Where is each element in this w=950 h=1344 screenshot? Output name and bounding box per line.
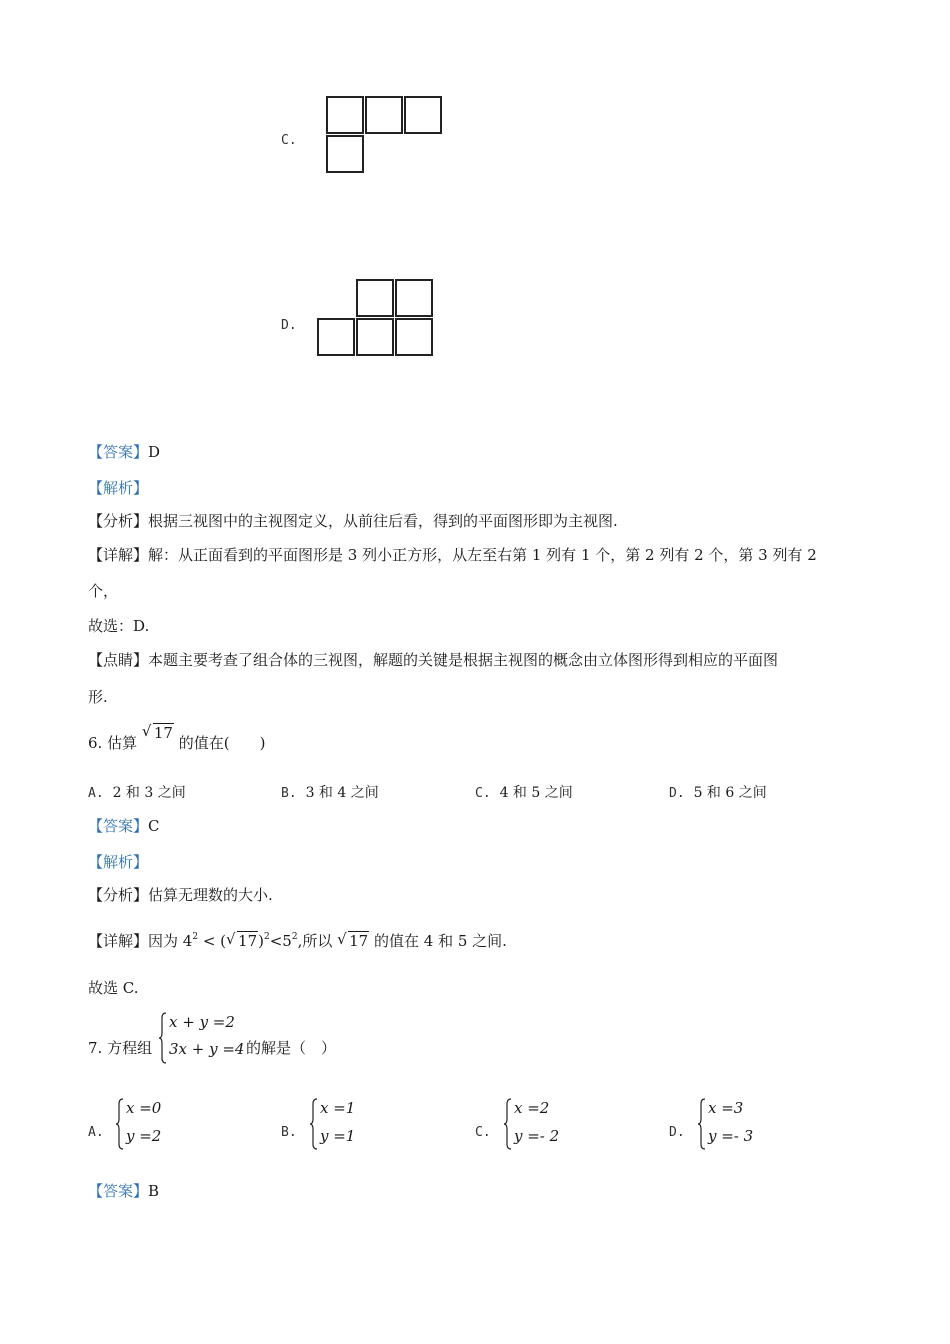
q6-answer [88,816,160,836]
sqrt-17: √ 17 [141,722,173,742]
q5-xiangjie-line1 [88,545,817,565]
option-label: C. [475,786,491,801]
q6-fenxi [88,885,273,905]
square [326,96,364,134]
math-text: < ( [198,932,227,950]
q6-xiangjie [88,931,507,954]
dianjing-text: 本题主要考查了组合体的三视图，解题的关键是根据主视图的概念由立体图形得到相应的平面图 [148,651,779,669]
fenxi-text: 估算无理数的大小. [148,886,273,904]
answer-value: D [148,443,161,461]
q5-answer [88,442,160,462]
q6-option-b[interactable] [281,782,379,802]
sqrt-17: √ 17 [226,930,258,950]
q6-guxuan: 故选 C. [88,979,139,997]
brace-icon [698,1098,706,1150]
exponent: 2 [263,932,270,942]
option-label: D. [669,786,685,801]
q5-analysis-tag: 【解析】 [88,479,149,497]
answer-tag: 【答案】 [88,443,149,461]
figure-option-c [326,96,446,178]
q5-xiangjie-line2: 个， [88,582,119,600]
xiangjie-text: 解：从正面看到的平面图形是 3 列小正方形，从左至右第 1 列有 1 个，第 2 列有 2 个，第 3 列有 2 [148,546,817,564]
q6-option-c[interactable] [475,782,573,802]
answer-tag: 【答案】 [88,1182,149,1200]
option-text: 4 和 5 之间 [499,785,573,801]
option-label: A. [88,1125,104,1140]
option-text: 3 和 4 之间 [305,785,379,801]
q5-fenxi [88,511,618,531]
xiangjie-tag: 【详解】 [88,546,149,564]
exponent: 2 [192,932,199,942]
option-system [116,1098,196,1150]
xiangjie-tag: 【详解】 [88,932,149,950]
option-line-2: y =- 3 [708,1127,754,1145]
q6-analysis-tag: 【解析】 [88,853,149,871]
fenxi-tag: 【分析】 [88,512,149,530]
q6-question [88,722,266,753]
q5-guxuan: 故选：D. [88,617,150,635]
square [365,96,403,134]
option-c-label: C. [281,133,297,148]
q6-option-d[interactable] [669,782,767,802]
brace-icon [159,1012,167,1064]
square [404,96,442,134]
square [395,318,433,356]
option-label: C. [475,1125,491,1140]
option-text: 5 和 6 之间 [693,785,767,801]
equation-1: x + y =2 [169,1013,235,1031]
q6-option-a[interactable] [88,782,186,802]
option-line-1: x =3 [708,1099,744,1117]
square [326,135,364,173]
square [317,318,355,356]
option-label: D. [669,1125,685,1140]
fenxi-tag: 【分析】 [88,886,149,904]
q7-suffix: 的解是（ ） [246,1039,337,1057]
option-system [310,1098,390,1150]
brace-icon [504,1098,512,1150]
square [356,279,394,317]
q7-equation-system [159,1012,249,1064]
math-text: 因为 4 [148,932,193,950]
math-text: <5 [269,932,292,950]
option-label: B. [281,1125,297,1140]
math-text: ,所以 [297,932,333,950]
answer-value: B [148,1182,160,1200]
square [395,279,433,317]
option-label: A. [88,786,104,801]
math-text: 的值在 4 和 5 之间. [374,932,507,950]
q6-prefix: 6. 估算 [88,734,138,752]
fenxi-text: 根据三视图中的主视图定义，从前往后看，得到的平面图形即为主视图. [148,512,618,530]
q7-answer [88,1181,159,1201]
equation-2: 3x + y =4 [169,1040,245,1058]
option-text: 2 和 3 之间 [112,785,186,801]
exponent: 2 [291,932,298,942]
math-text: ) [258,932,264,950]
option-label: B. [281,786,297,801]
option-line-2: y =- 2 [514,1127,560,1145]
option-line-2: y =1 [320,1127,356,1145]
option-line-2: y =2 [126,1127,162,1145]
option-system [698,1098,788,1150]
brace-icon [310,1098,318,1150]
q6-suffix: 的值在( ) [178,734,266,752]
figure-option-d [317,279,437,359]
option-system [504,1098,594,1150]
q5-dianjing-line1 [88,650,778,670]
radicand: 17 [153,724,173,742]
q5-dianjing-line2: 形. [88,688,108,706]
square [356,318,394,356]
option-line-1: x =1 [320,1099,356,1117]
answer-tag: 【答案】 [88,817,149,835]
q7-prefix: 7. 方程组 [88,1039,153,1057]
answer-value: C [148,817,160,835]
radicand: 17 [238,932,258,950]
dianjing-tag: 【点睛】 [88,651,149,669]
radicand: 17 [349,932,369,950]
option-line-1: x =0 [126,1099,162,1117]
option-line-1: x =2 [514,1099,550,1117]
option-d-label: D. [281,318,297,333]
brace-icon [116,1098,124,1150]
sqrt-17: √ 17 [337,930,369,950]
